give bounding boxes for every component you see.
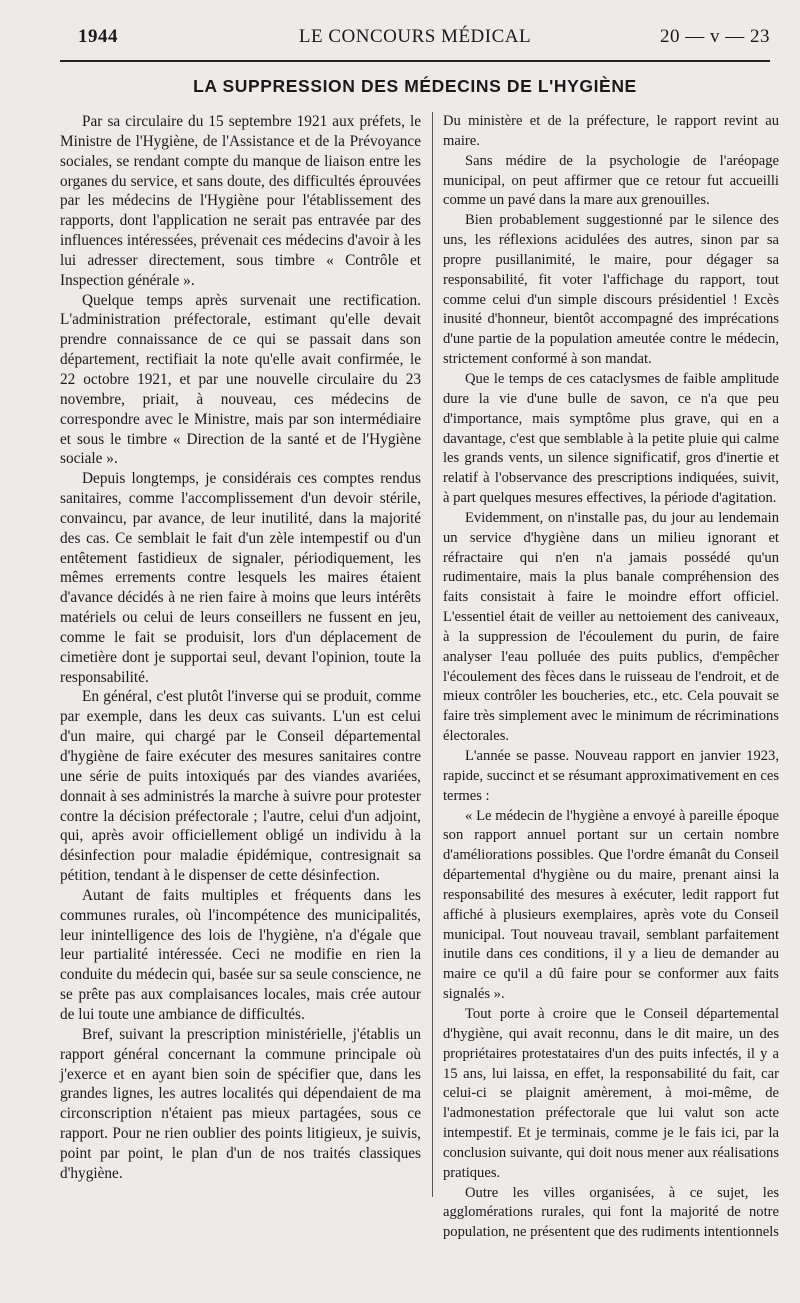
paragraph: Par sa circulaire du 15 septembre 1921 aux préfets, le Ministre de l'Hygiène, de l'Assistance et de la Prévoyance sociales, se rendant compte du manque de liaison entre les organes du service, et sans doute, des difficultés éprouvées par les médecins de l'Hygiène pour l'établissement des rapports, dont l'application ne serait pas entravée par des influences intéressées, prévenait ces médecins d'avoir à les lui adresser directement, sous timbre « Contrôle et Inspection générale ».	[60, 113, 421, 289]
paragraph: Quelque temps après survenait une rectification. L'administration préfectorale, estimant qu'elle devait prendre connaissance de ce qui se passait dans son département, rectifiait la note qu'elle avait confirmée, le 22 octobre 1921, et par une nouvelle circulaire du 23 novembre, priait, à nouveau, ces médecins de correspondre avec le Ministre, mais par son intermédiaire et sous le timbre « Direction de la santé et de l'Hygiène sociale ».	[60, 291, 421, 468]
paragraph-continued: Du ministère et de la préfecture, le rapport revint au maire.	[443, 113, 779, 149]
right-column	[443, 112, 779, 1243]
journal-name: LE CONCOURS MÉDICAL	[298, 26, 532, 47]
paragraph: Depuis longtemps, je considérais ces comptes rendus sanitaires, comme l'accomplissement d'un devoir stérile, convaincu, par avance, de leur inutilité, dans la majorité des cas. Ce semblait le fait d'un zèle intempestif ou d'un entêtement fastidieux de signaler, périodiquement, les mêmes errements contre lesquels les maires étaient d'avance décidés à ne rien faire à moins que leurs intérêts matériels ou celui de leurs conseillers ne fussent en jeu, comme le fait se produisit, lors d'un déplacement de cimetière dont je supportai seul, devant l'opinion, toute la responsabilité.	[60, 470, 421, 686]
left-column	[60, 112, 421, 1184]
page-header	[60, 26, 770, 56]
paragraph: Sans médire de la psychologie de l'aréopage municipal, on peut affirmer que ce retour fut accueilli comme un pavé dans la mare aux grenouilles.	[443, 152, 779, 209]
paragraph: Bien probablement suggestionné par le silence des uns, les réflexions acidulées des autres, sinon par sa propre pusillanimité, le maire, pour dégager sa responsabilité, fit voter l'affichage du rapport, tout comme celui d'un simple discours présidentiel ! Excès inusité d'honneur, bientôt accompagné des imprécations d'une partie de la population ameutée contre le médecin, strictement conformé à son mandat.	[443, 212, 779, 368]
paragraph: Evidemment, on n'installe pas, du jour au lendemain un service d'hygiène dans un milieu ignorant et réfractaire qui n'en n'a jamais possédé qu'un rudimentaire, mais la plus banale compréhension des faits consistait à faire le moindre effort officiel. L'essentiel était de veiller au nettoiement des caniveaux, à la suppression de l'écoulement du purin, de faire analyser l'eau polluée des puits publics, d'empêcher l'écoulement des fèces dans le ruisseau de l'endroit, et de mieux contrôler les boucheries, etc., etc. Cela pouvait se faire très simplement avec le minimum de récriminations électorales.	[443, 509, 779, 745]
header-rule	[60, 60, 770, 62]
paragraph: Tout porte à croire que le Conseil départemental d'hygiène, qui avait reconnu, dans le dit maire, un des propriétaires protestataires d'un des puits infectés, il y a 15 ans, lui laissa, en effet, la responsabilité du fait, car celui-ci se plaignit amèrement, à moi-même, de l'admonestation préfectorale que lui valut son acte intempestif. Et je terminais, comme je le fais ici, par la conclusion suivante, qui doit nous mener aux réalisations pratiques.	[443, 1005, 779, 1181]
paragraph: En général, c'est plutôt l'inverse qui se produit, comme par exemple, dans les deux cas suivants. L'un est celui d'un maire, qui chargé par le Conseil départemental d'hygiène de faire exécuter des mesures sanitaires contre une série de puits intoxiqués par des viandes avariées, donnait à ses administrés la marche à suivre pour protester contre la décision préfectorale ; l'autre, celui d'un adjoint, qui, après avoir officiellement obligé un individu à la désinfection pour maladie épidémique, contresignait sa pétition, tendant à le dispenser de cette désinfection.	[60, 688, 421, 885]
paragraph: Que le temps de ces cataclysmes de faible amplitude dure la vie d'une bulle de savon, ce n'a que peu d'importance, mais symptôme plus grave, qui en a davantage, c'est que semblable à la petite pluie qui calme les grands vents, un silence significatif, gros d'inertie et relatif à l'observance des prescriptions indiquées, suivit, à part quelques mesures effectives, la période d'agitation.	[443, 370, 779, 507]
paragraph: Autant de faits multiples et fréquents dans les communes rurales, où l'incompétence des municipalités, leur inintelligence des lois de l'hygiène, n'a d'égale que leur partialité intéressée. Ceci ne modifie en rien la conduite du médecin qui, basée sur sa seule conscience, ne se prête pas aux complaisances locales, mais crée autour de lui toute une ambiance de difficultés.	[60, 886, 421, 1023]
article-title: LA SUPPRESSION DES MÉDECINS DE L'HYGIÈNE	[193, 76, 637, 96]
paragraph: Outre les villes organisées, à ce sujet, les agglomérations rurales, qui font la majorité de notre population, ne présentent que des rudiments intentionnels	[443, 1184, 779, 1241]
page-number: 1944	[78, 26, 118, 47]
column-divider	[432, 112, 433, 1197]
paragraph: « Le médecin de l'hygiène a envoyé à pareille époque son rapport annuel portant sur un certain nombre d'améliorations possibles. Que l'ordre émanât du Conseil départemental d'hygiène ou du maire, prenant ainsi la responsabilité des mesures à exécuter, ledit rapport fut affiché à plusieurs exemplaires, après vote du Conseil municipal. Tout nouveau travail, semblant parfaitement inutile dans ces conditions, il y a lieu de demander au maire ce qu'il a dû faire pour se conformer aux faits signalés ».	[443, 807, 779, 1003]
issue-date: 20 — v — 23	[660, 26, 770, 47]
paragraph: Bref, suivant la prescription ministérielle, j'établis un rapport général concernant la commune principale où j'exerce et en ayant bien soin de spécifier que, dans les grandes lignes, les autres localités qui dépendaient de ma circonscription n'étaient pas mieux partagées, sous ce rapport. Pour ne rien oublier des points litigieux, je suivis, point par point, le plan d'un de nos traités classiques d'hygiène.	[60, 1025, 421, 1182]
paragraph: L'année se passe. Nouveau rapport en janvier 1923, rapide, succinct et se résumant approximativement en ces termes :	[443, 748, 779, 804]
